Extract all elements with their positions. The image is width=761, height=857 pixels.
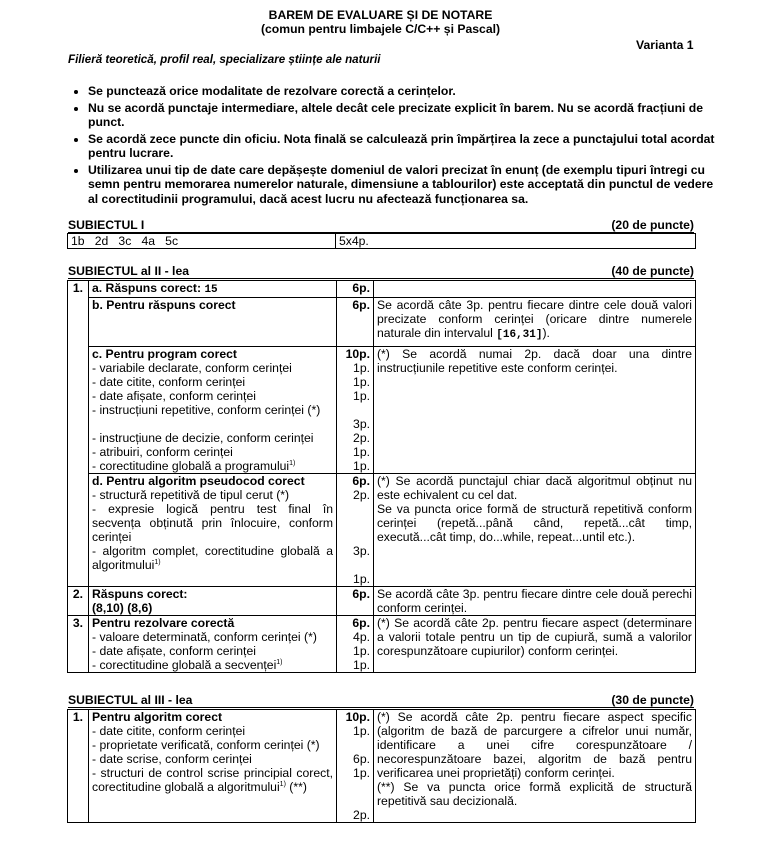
table-row: [68, 298, 696, 347]
answer-value: 15: [204, 284, 218, 296]
table-row: [68, 281, 696, 298]
answer-value: (8,10) (8,6): [92, 601, 153, 615]
item-label: a. Răspuns corect: 15: [89, 281, 337, 298]
section-3-heading: [68, 694, 694, 708]
table-row: [68, 347, 696, 474]
item-note: (*) Se acordă numai 2p. dacă doar una dintre instrucțiunile repetitive este conform cerinței.: [374, 347, 696, 474]
item-number: 1.: [68, 710, 89, 823]
item-points: 10p. 1p. 6p. 1p. 2p.: [337, 710, 374, 823]
section-1-heading: [68, 219, 694, 233]
general-rules-list: [66, 84, 718, 208]
item-points: 10p. 1p. 1p. 1p. 3p. 2p. 1p. 1p.: [337, 347, 374, 474]
document-title: BAREM DE EVALUARE ȘI DE NOTARE: [268, 8, 493, 22]
table-row: [68, 710, 696, 823]
item-label: b. Pentru răspuns corect: [89, 298, 337, 347]
item-label: Răspuns corect: (8,10) (8,6): [89, 587, 337, 616]
table-row: [68, 587, 696, 616]
section-2-points: (40 de puncte): [611, 264, 694, 278]
item-number: 2.: [68, 587, 89, 616]
item-note: (*) Se acordă câte 2p. pentru fiecare aspect specific (algoritm de bază de parcurgere a cifrelor unui număr, identificare a unei cifre corespunzătoare / necorespunzătoare bazei, algoritm de bază pentru verificarea unei proprietăți) conform cerinței. (**) Se va puncta orice formă explicită de structură repetitivă sau decizională.: [374, 710, 696, 823]
rule-item: • Se punctează orice modalitate de rezolvare corectă a cerințelor.: [88, 84, 718, 99]
interval-value: [16,31]: [496, 329, 543, 341]
item-number: 1.: [68, 281, 89, 587]
section-3-points: (30 de puncte): [611, 693, 694, 707]
item-number: 3.: [68, 616, 89, 673]
item-note: Se acordă câte 3p. pentru fiecare dintre cele două perechi conform cerinței.: [374, 587, 696, 616]
table-row: [68, 616, 696, 673]
document-subtitle: (comun pentru limbajele C/C++ și Pascal): [260, 22, 501, 36]
item-criteria: d. Pentru algoritm pseudocod corect - structură repetitivă de tipul cerut (*) - expresie logică pentru test final în secvența obținută prin înlocuire, conform cerinței - algoritm complet, corectitudine globală a algoritmului$^{1)}$: [89, 474, 337, 587]
table-row: [68, 474, 696, 587]
section-1-points: (20 de puncte): [611, 218, 694, 232]
section-2-title: SUBIECTUL al II - lea: [68, 264, 189, 278]
item-points: 6p.: [337, 298, 374, 347]
rule-item: • Se acordă zece puncte din oficiu. Nota finală se calculează prin împărțirea la zece a punctajului total acordat pentru lucrare.: [88, 132, 718, 161]
section-2-heading: [68, 265, 694, 279]
item-note: Se acordă câte 3p. pentru fiecare dintre cele două valori precizate conform cerinței (oricare dintre numerele naturale din intervalul [16,31]).: [374, 298, 696, 347]
item-note: (*) Se acordă câte 2p. pentru fiecare aspect (determinare a valorii totale pentru un tip de cupiură, sumă a valorilor corespunzătoare cupiurilor) conform cerinței.: [374, 616, 696, 673]
section-1-answers: 1b 2d 3c 4a 5c: [68, 234, 336, 249]
item-points: 6p.: [337, 587, 374, 616]
item-criteria: c. Pentru program corect - variabile declarate, conform cerinței - date citite, conform cerinței - date afișate, conform cerinței - instrucțiuni repetitive, conform cerinței (*) - instrucțiune de decizie, conform cerinței - atribuiri, conform cerinței - corectitudine globală a programului$^{1)}$: [89, 347, 337, 474]
section-1-scoring: 5x4p.: [336, 234, 696, 249]
section-1-title: SUBIECTUL I: [68, 218, 145, 232]
item-points: 6p. 2p. 3p. 1p.: [337, 474, 374, 587]
section-2-table: [67, 280, 696, 673]
track-label: Filieră teoretică, profil real, specializare științe ale naturii: [68, 53, 381, 66]
item-points: 6p.: [337, 281, 374, 298]
item-points: 6p. 4p. 1p. 1p.: [337, 616, 374, 673]
section-3-title: SUBIECTUL al III - lea: [68, 693, 193, 707]
variant-label: Varianta 1: [636, 38, 694, 52]
item-note: (*) Se acordă punctajul chiar dacă algoritmul obținut nu este echivalent cu cel dat. Se va puncta orice formă de structură repetitivă conform cerinței (repetă...până când, repetă...cât timp, execută...cât timp, do...while, repeat...until etc.).: [374, 474, 696, 587]
item-criteria: Pentru algoritm corect - date citite, conform cerinței - proprietate verificată, conform cerinței (*) - date scrise, conform cerinței - structuri de control scrise principial corect, corectitudine globală a algoritmului$^{1)}$ (**): [89, 710, 337, 823]
section-3-table: [67, 709, 696, 823]
item-note: [374, 281, 696, 298]
item-criteria: Pentru rezolvare corectă - valoare determinată, conform cerinței (*) - date afișate, conform cerinței - corectitudine globală a secvenței$^{1)}$: [89, 616, 337, 673]
rule-item: • Nu se acordă punctaje intermediare, altele decât cele precizate explicit în barem. Nu se acordă fracțiuni de punct.: [88, 101, 718, 130]
section-1-table: [67, 233, 696, 249]
rule-item: • Utilizarea unui tip de date care depășește domeniul de valori precizat în enunț (de exemplu tipuri întregi cu semn pentru memorarea numerelor naturale, dimensiune a tablourilor) este acceptată din punctul de vedere al corectitudinii programului, dacă acest lucru nu afectează funcționarea sa.: [88, 163, 718, 207]
